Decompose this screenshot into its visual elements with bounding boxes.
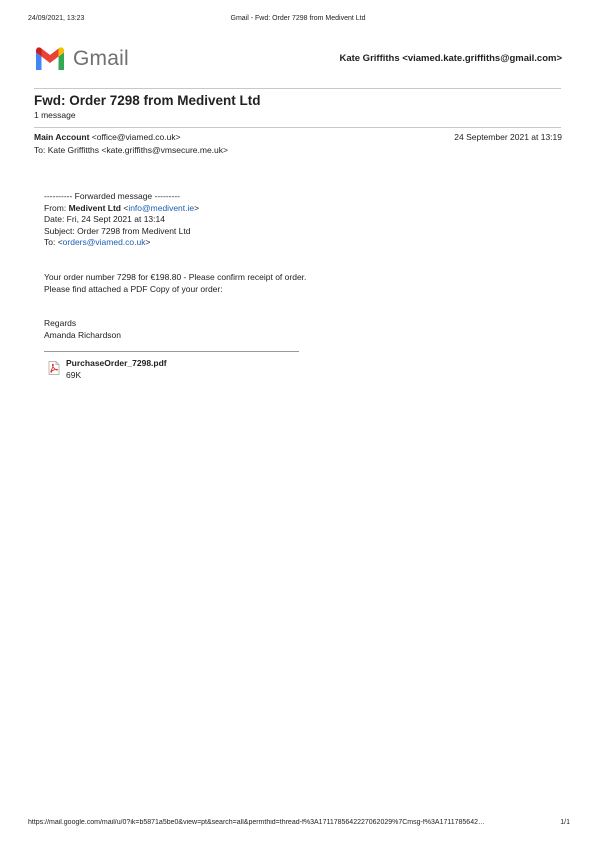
gmail-m-icon [34, 46, 66, 70]
account-identity: Kate Griffiths <viamed.kate.griffiths@gmail.com> [339, 53, 562, 64]
message-date: 24 September 2021 at 13:19 [454, 132, 562, 142]
forwarded-separator: ---------- Forwarded message --------- [44, 191, 180, 201]
divider [34, 127, 561, 128]
print-header-title: Gmail - Fwd: Order 7298 from Medivent Ltd [230, 15, 366, 22]
body-line: Your order number 7298 for €198.80 - Please confirm receipt of order. [44, 272, 307, 282]
thread-subject: Fwd: Order 7298 from Medivent Ltd [34, 93, 261, 108]
gmail-wordmark: Gmail [73, 47, 129, 70]
message-count: 1 message [34, 110, 76, 120]
forwarded-from-name: Medivent Ltd [68, 202, 121, 213]
signature-name: Amanda Richardson [44, 329, 122, 340]
regards-text: Regards [44, 318, 77, 328]
gmail-logo [34, 46, 164, 72]
forwarded-to: To: <orders@viamed.co.uk> [44, 237, 151, 247]
signature-block [44, 318, 121, 341]
sender-name: Main Account [34, 132, 90, 142]
attachment-divider [44, 351, 299, 352]
print-footer-page-number: 1/1 [560, 819, 570, 826]
divider [34, 88, 561, 89]
print-header-date: 24/09/2021, 13:23 [28, 15, 85, 22]
attachment-filename[interactable]: PurchaseOrder_7298.pdf [66, 358, 167, 368]
forwarded-to-email-link[interactable]: orders@viamed.co.uk [62, 237, 146, 247]
message-body [44, 272, 306, 295]
attachment-size: 69K [66, 370, 82, 380]
forwarded-date: Date: Fri, 24 Sept 2021 at 13:14 [44, 214, 165, 224]
print-footer-url: https://mail.google.com/mail/u/0?ik=b5871a5be0&view=pt&search=all&permthid=thread-f%3A1711785642227062029%7Cmsg-f%3A1711785642… [28, 819, 485, 826]
forwarded-from-email-link[interactable]: info@medivent.ie [128, 202, 195, 213]
body-line: Please find attached a PDF Copy of your order: [44, 283, 223, 294]
message-sender [34, 132, 181, 142]
forwarded-from: From: Medivent Ltd <info@medivent.ie> [44, 202, 200, 213]
sender-email: <office@viamed.co.uk> [89, 132, 181, 142]
pdf-file-icon [48, 361, 60, 375]
message-recipient: To: Kate Griffitths <kate.griffiths@vmsecure.me.uk> [34, 145, 228, 155]
forwarded-subject: Subject: Order 7298 from Medivent Ltd [44, 225, 191, 236]
forwarded-header [44, 191, 199, 249]
